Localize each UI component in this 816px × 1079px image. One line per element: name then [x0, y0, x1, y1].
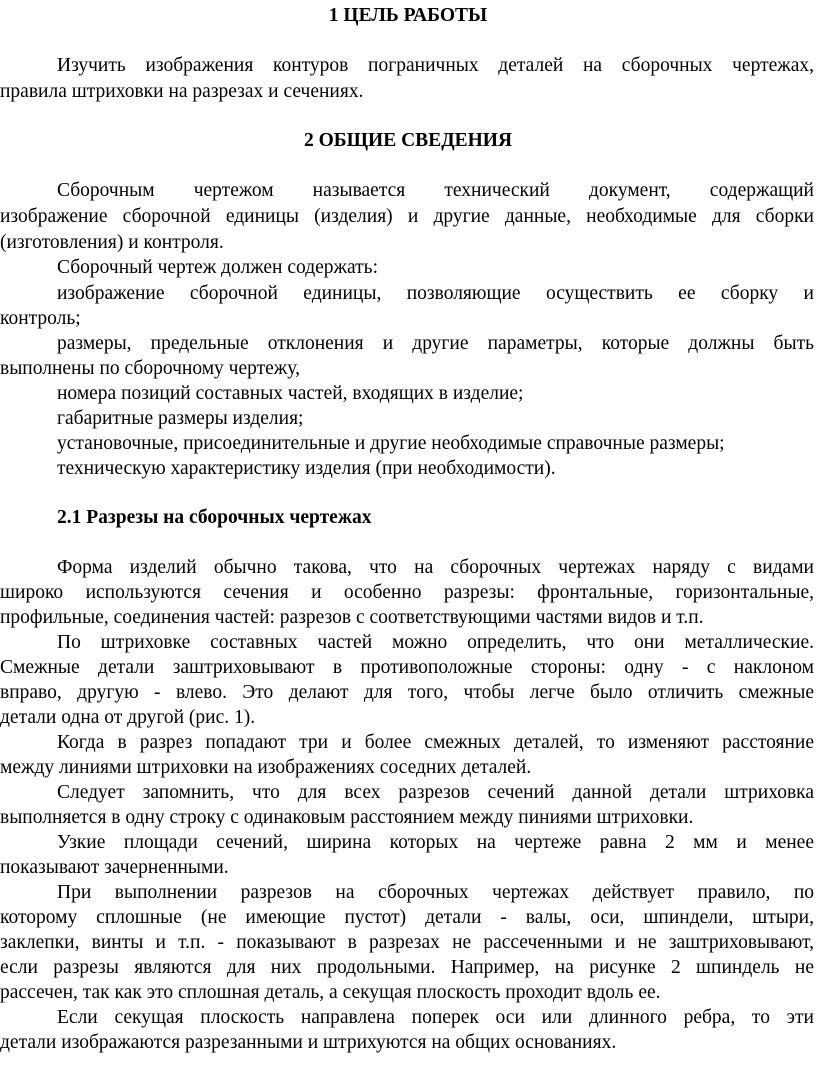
sections-line-14: При выполнении разрезов на сборочных чертежах действует правило, по [57, 882, 814, 903]
general-line-8: выполнены по сборочному чертежу, [0, 358, 300, 379]
heading-goal: 1 ЦЕЛЬ РАБОТЫ [328, 5, 488, 26]
general-line-12: техническую характеристику изделия (при необходимости). [57, 458, 556, 479]
sections-line-11: выполняется в одну строку с одинаковым расстоянием между пиниями штриховки. [0, 807, 694, 828]
sections-line-18: рассечен, так как это сплошная деталь, а секущая плоскость проходит вдоль ее. [0, 982, 661, 1003]
heading-general: 2 ОБЩИЕ СВЕДЕНИЯ [303, 130, 513, 151]
sections-line-4: По штриховке составных частей можно определить, что они металлические. [57, 632, 814, 653]
general-line-5: изображение сборочной единицы, позволяющие осуществить ее сборку и [57, 283, 814, 304]
sections-line-8: Когда в разрез попадают три и более смежных деталей, то изменяют расстояние [57, 732, 814, 753]
general-line-11: установочные, присоединительные и другие необходимые справочные размеры; [57, 433, 725, 454]
general-line-1: Сборочным чертежом называется технический документ, содержащий [57, 180, 814, 201]
sections-line-1: Форма изделий обычно такова, что на сборочных чертежах наряду с видами [57, 557, 814, 578]
sections-line-10: Следует запомнить, что для всех разрезов сечений данной детали штриховка [57, 782, 814, 803]
sections-line-16: заклепки, винты и т.п. - показывают в разрезах не рассеченными и не заштриховывают, [0, 932, 814, 953]
goal-line-2: правила штриховки на разрезах и сечениях. [0, 81, 364, 102]
general-line-9: номера позиций составных частей, входящих в изделие; [57, 383, 524, 404]
sections-line-12: Узкие площади сечений, ширина которых на чертеже равна 2 мм и менее [57, 832, 814, 853]
sections-line-5: Смежные детали заштриховывают в противоположные стороны: одну - с наклоном [0, 657, 814, 678]
general-line-4: Сборочный чертеж должен содержать: [57, 257, 378, 278]
sections-line-13: показывают зачерненными. [0, 857, 229, 878]
sections-line-20: детали изображаются разрезанными и штрихуются на общих основаниях. [0, 1032, 617, 1053]
goal-line-1: Изучить изображения контуров пограничных деталей на сборочных чертежах, [57, 55, 814, 76]
sections-line-9: между линиями штриховки на изображениях соседних деталей. [0, 757, 532, 778]
sections-line-3: профильные, соединения частей: разрезов с соответствующими частями видов и т.п. [0, 607, 704, 628]
sections-line-19: Если секущая плоскость направлена поперек оси или длинного ребра, то эти [57, 1007, 814, 1028]
subheading-sections: 2.1 Разрезы на сборочных чертежах [57, 507, 372, 528]
sections-line-7: детали одна от другой (рис. 1). [0, 707, 256, 728]
sections-line-15: которому сплошные (не имеющие пустот) детали - валы, оси, шпиндели, штыри, [0, 907, 814, 928]
sections-line-2: широко используются сечения и особенно разрезы: фронтальные, горизонтальные, [0, 582, 814, 603]
general-line-2: изображение сборочной единицы (изделия) и другие данные, необходимые для сборки [0, 206, 814, 227]
general-line-3: (изготовления) и контроля. [0, 232, 224, 253]
sections-line-6: вправо, другую - влево. Это делают для того, чтобы легче было отличить смежные [0, 682, 814, 703]
general-line-6: контроль; [0, 308, 81, 329]
sections-line-17: если разрезы являются для них продольными. Например, на рисунке 2 шпиндель не [0, 957, 814, 978]
general-line-10: габаритные размеры изделия; [57, 408, 304, 429]
general-line-7: размеры, предельные отклонения и другие параметры, которые должны быть [57, 333, 814, 354]
